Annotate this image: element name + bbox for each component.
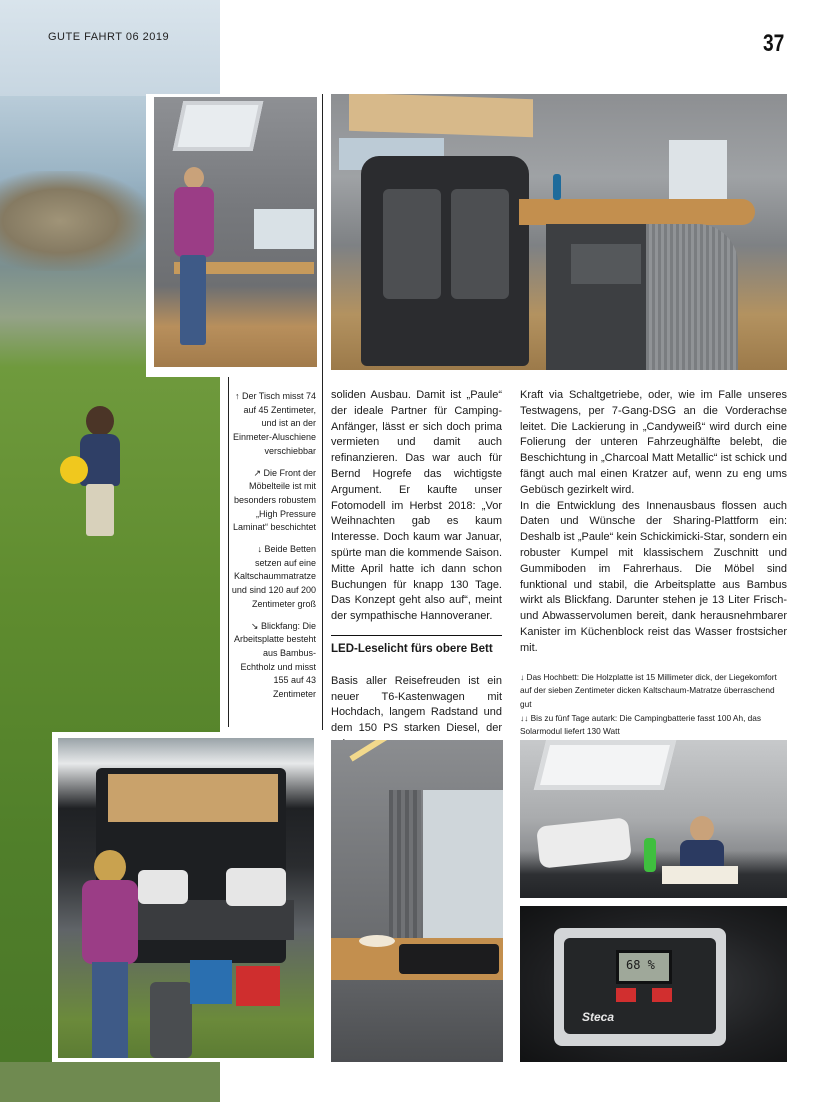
- caption-worktop: ↘ Blickfang: Die Arbeitsplatte besteht aus Bambus-Echtholz und misst 155 auf 43 Zentimeter: [233, 620, 316, 700]
- article-paragraph: Basis aller Reisefreuden ist ein neuer T6-Kastenwagen mit Hochdach, langem Radstand und dem 150 PS starken Diesel, der: [331, 674, 502, 735]
- article-paragraph: Kraft via Schaltgetriebe, oder, wie im Falle unseres Testwagens, per 7-Gang-DSG an die Vorderachse leitet. Die Lackierung in „Candyweiß“ wird durch eine Folierung der unteren Fahrzeughälfte belebt, die Beschichtung in „Charcoal Matt Metallic“ ist schick und fängt auch mal einen Kratzer auf, wenn zu eng ums Gebüsch gezirkelt wird.: [520, 389, 787, 496]
- caption-beds: ↓ Beide Betten setzen auf eine Kaltschaummatratze und sind 120 auf 200 Zentimeter groß: [231, 544, 316, 609]
- caption-divider: [228, 377, 229, 727]
- photo-interior-bench-and-kitchen: [331, 94, 787, 370]
- caption-high-bed: ↓ Das Hochbett: Die Holzplatte ist 15 Millimeter dick, der Liegekomfort auf der sieben Zentimeter dicken Kaltschaum-Matratze überraschend gut: [520, 671, 777, 709]
- header-background: [0, 0, 220, 96]
- article-column-1: [331, 388, 502, 753]
- brand-logo: Steca: [582, 1010, 615, 1024]
- bottom-captions: [520, 671, 787, 740]
- column-divider: [322, 94, 323, 730]
- page-number: 37: [763, 30, 785, 57]
- photo-child: [76, 406, 126, 546]
- photo-skylight: [173, 101, 264, 151]
- caption-furniture-front: ↗ Die Front der Möbelteile ist mit besonders robustem „High Pressure Laminat“ beschichtet: [232, 467, 316, 533]
- article-paragraph: soliden Ausbau. Damit ist „Paule“ der ideale Partner für Camping-Anfänger, lässt er sich doch prima vermieten und damit auch refinanzieren. Das war auch für Bernd Hogrefe das wichtigste Argument. Er kaufte unser Fotomodell im Herbst 2018: „Vor Weihnachten gab es kaum Interesse. Doch kaum war Januar, spürte man die kommende Saison. Mitte April hatte ich dann schon Buchungen für knapp 130 Tage. Das Konzept geht also auf“, meint der sympathische Hannoveraner.: [331, 389, 502, 623]
- caption-table: ↑ Der Tisch misst 74 auf 45 Zentimeter, und ist an der Einmeter-Aluschiene verschiebbar: [232, 391, 316, 456]
- footer-color-block: [0, 1062, 220, 1102]
- photo-solar-charge-controller: [520, 906, 787, 1062]
- photo-van-rear-loading: [52, 732, 318, 1062]
- magazine-issue: GUTE FAHRT 06 2019: [48, 31, 170, 43]
- photo-bamboo-worktop: [331, 740, 503, 1062]
- article-column-2: [520, 388, 787, 739]
- photo-captions: [230, 390, 316, 710]
- lcd-readout: 68 %: [626, 958, 655, 972]
- caption-battery: ↓↓ Bis zu fünf Tage autark: Die Campingbatterie fasst 100 Ah, das Solarmodul liefert 130 Watt: [520, 712, 762, 737]
- article-subheading: LED-Leselicht fürs obere Bett: [331, 635, 502, 658]
- photo-child-reading-in-high-bed: [520, 740, 787, 898]
- photo-woman-at-kitchen: [146, 94, 319, 377]
- article-paragraph: In die Entwicklung des Innenausbaus flossen auch Daten und Wünsche der Sharing-Plattform ein: Deshalb ist „Paule“ kein Schickimicki-Star, sondern ein robuster Kumpel mit klassischem Zuschnitt und Gummiboden im Fahrerhaus. Die Möbel sind funktional und stabil, die Arbeitsplatte aus Bambus wirkt als Blickfang. Darunter stehen je 13 Liter Frisch- und Abwasservolumen bereit, dank herausnehmbarer Kanister im Küchenblock reist das Wasser frostsicher mit.: [520, 499, 787, 654]
- photo-rocks: [0, 171, 150, 271]
